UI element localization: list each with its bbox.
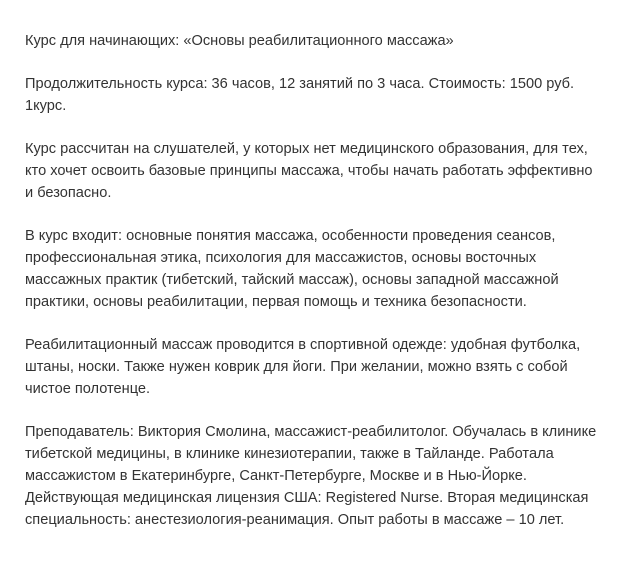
text-line: Продолжительность курса: 36 часов, 12 занятий по 3 часа. Стоимость: 1500 руб.	[25, 76, 575, 92]
text-line: штаны, носки. Также нужен коврик для йоги. При желании, можно взять с собой	[25, 359, 568, 375]
text-line: тибетской медицины, в клинике кинезиотерапии, также в Тайланде. Работала	[25, 446, 554, 462]
text-line: Курс для начинающих: «Основы реабилитационного массажа»	[25, 33, 454, 49]
text-line: специальность: анестезиология-реанимация. Опыт работы в массаже – 10 лет.	[25, 512, 565, 528]
text-line: профессиональная этика, психология для массажистов, основы восточных	[25, 250, 537, 266]
text-line: Реабилитационный массаж проводится в спортивной одежде: удобная футболка,	[25, 337, 581, 353]
text-line: В курс входит: основные понятия массажа, особенности проведения сеансов,	[25, 228, 556, 244]
text-line: Курс рассчитан на слушателей, у которых нет медицинского образования, для тех,	[25, 141, 588, 157]
course-duration-price-paragraph	[25, 73, 625, 117]
text-line: Действующая медицинская лицензия США: Registered Nurse. Вторая медицинская	[25, 490, 589, 506]
course-requirements-paragraph	[25, 334, 625, 400]
text-line: кто хочет освоить базовые принципы массажа, чтобы начать работать эффективно	[25, 163, 593, 179]
text-line: массажных практик (тибетский, тайский массаж), основы западной массажной	[25, 272, 559, 288]
course-title-paragraph	[25, 30, 625, 52]
text-line: массажистом в Екатеринбурге, Санкт-Петербурге, Москве и в Нью-Йорке.	[25, 468, 527, 484]
text-line: 1курс.	[25, 98, 67, 114]
course-instructor-paragraph	[25, 421, 625, 531]
text-line: и безопасно.	[25, 185, 112, 201]
course-description	[25, 30, 625, 552]
text-line: Преподаватель: Виктория Смолина, массажист-реабилитолог. Обучалась в клинике	[25, 424, 597, 440]
text-line: чистое полотенце.	[25, 381, 151, 397]
course-contents-paragraph	[25, 225, 625, 313]
text-line: практики, основы реабилитации, первая помощь и техника безопасности.	[25, 294, 527, 310]
course-audience-paragraph	[25, 138, 625, 204]
